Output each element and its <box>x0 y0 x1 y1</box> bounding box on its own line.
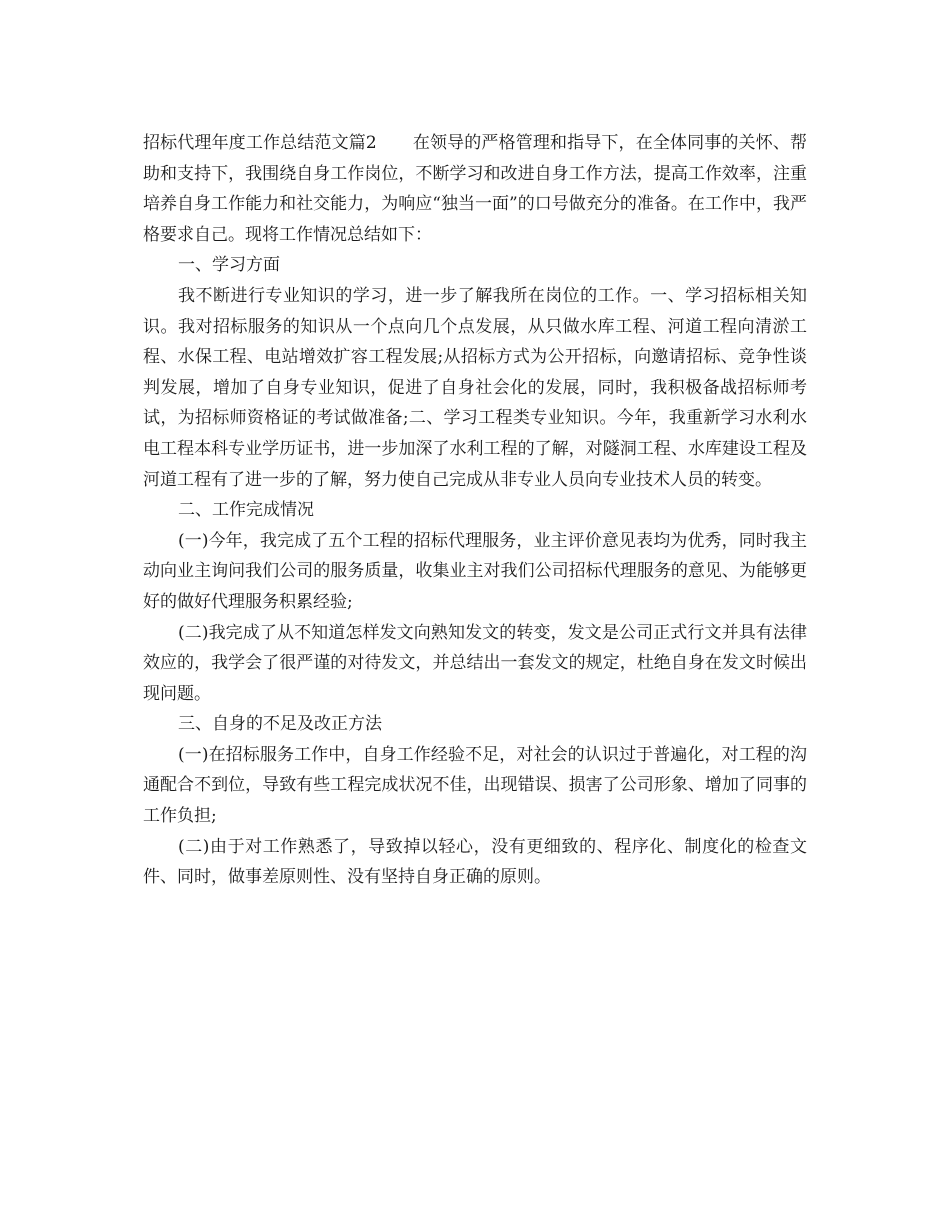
section2-item2: (二)我完成了从不知道怎样发文向熟知发文的转变，发文是公司正式行文并具有法律效应的，我学会了很严谨的对待发文，并总结出一套发文的规定，杜绝自身在发文时候出现问题。 <box>143 622 807 704</box>
section2-heading: 二、工作完成情况 <box>178 500 314 521</box>
intro-text: 在领导的严格管理和指导下，在全体同事的关怀、帮助和支持下，我围绕自身工作岗位，不断学习和改进自身工作方法，提高工作效率，注重培养自身工作能力和社交能力，为响应“独当一面”的口号做充分的准备。在工作中，我严格要求自己。现将工作情况总结如下： <box>143 133 807 245</box>
document-page <box>143 128 807 893</box>
section3-item1: (一)在招标服务工作中，自身工作经验不足，对社会的认识过于普遍化，对工程的沟通配合不到位，导致有些工程完成状况不佳，出现错误、损害了公司形象、增加了同事的工作负担; <box>143 744 807 827</box>
intro-paragraph <box>143 128 807 250</box>
section3-heading: 三、自身的不足及改正方法 <box>178 714 382 735</box>
section1-heading: 一、学习方面 <box>178 255 280 276</box>
section1-body: 我不断进行专业知识的学习，进一步了解我所在岗位的工作。一、学习招标相关知识。我对招标服务的知识从一个点向几个点发展，从只做水库工程、河道工程向清淤工程、水保工程、电站增效扩容工程发展;从招标方式为公开招标，向邀请招标、竞争性谈判发展，增加了自身专业知识，促进了自身社会化的发展，同时，我积极备战招标师考试，为招标师资格证的考试做准备;二、学习工程类专业知识。今年，我重新学习水利水电工程本科专业学历证书，进一步加深了水利工程的了解，对隧洞工程、水库建设工程及河道工程有了进一步的了解，努力使自己完成从非专业人员向专业技术人员的转变。 <box>143 285 807 490</box>
document-title: 招标代理年度工作总结范文篇2 <box>143 133 377 153</box>
section3-item2: (二)由于对工作熟悉了，导致掉以轻心，没有更细致的、程序化、制度化的检查文件、同时，做事差原则性、没有坚持自身正确的原则。 <box>143 836 807 888</box>
section2-item1: (一)今年，我完成了五个工程的招标代理服务，业主评价意见表均为优秀，同时我主动向业主询问我们公司的服务质量，收集业主对我们公司招标代理服务的意见、为能够更好的做好代理服务积累经验; <box>143 530 807 612</box>
